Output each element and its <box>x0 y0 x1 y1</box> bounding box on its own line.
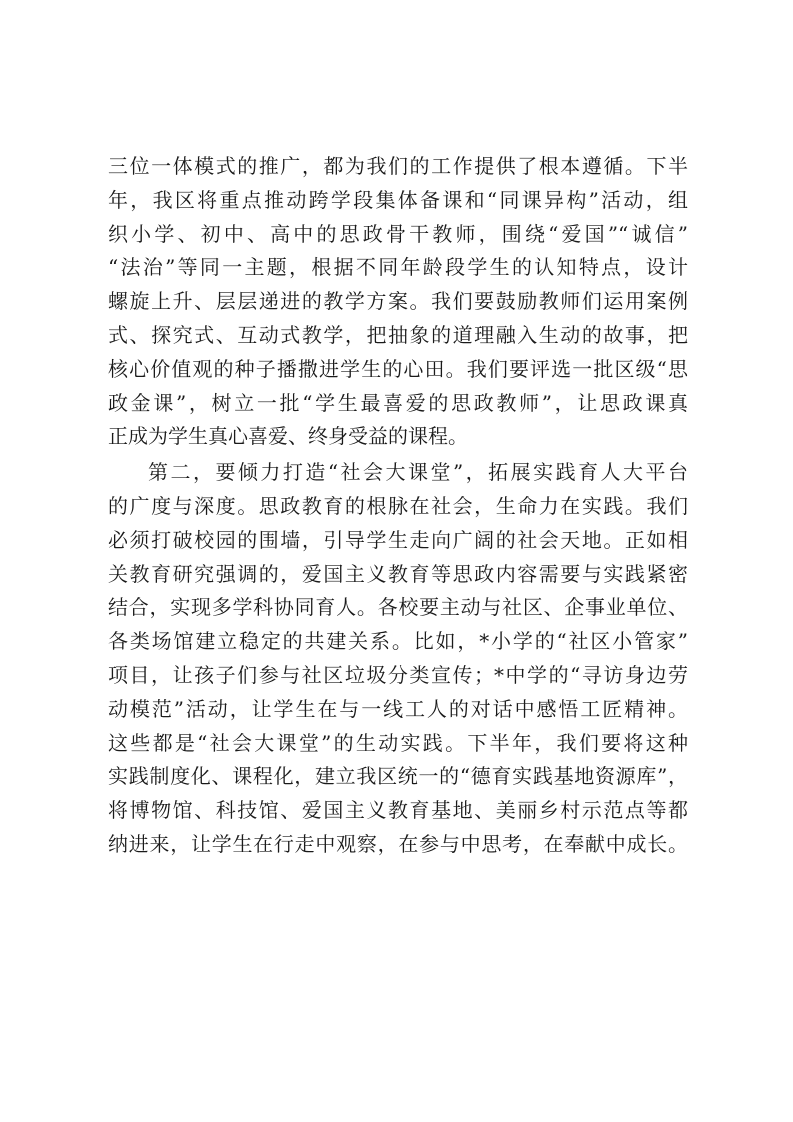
document-body <box>108 150 688 862</box>
text-line: 的广度与深度。思政教育的根脉在社会，生命力在实践。我们 <box>108 493 688 518</box>
text-line: 结合，实现多学科协同育人。各校要主动与社区、企事业单位、 <box>108 595 688 620</box>
text-line: 关教育研究强调的，爱国主义教育等思政内容需要与实践紧密 <box>108 561 688 586</box>
text-line: 第二，要倾力打造“社会大课堂”，拓展实践育人大平台 <box>148 460 688 485</box>
text-line: 必须打破校园的围墙，引导学生走向广阔的社会天地。正如相 <box>108 527 688 552</box>
text-line: 项目，让孩子们参与社区垃圾分类宣传；*中学的“寻访身边劳 <box>108 662 688 687</box>
text-line: 政金课”，树立一批“学生最喜爱的思政教师”，让思政课真 <box>108 390 688 415</box>
text-line: 核心价值观的种子播撒进学生的心田。我们要评选一批区级“思 <box>108 356 688 381</box>
text-line: 动模范”活动，让学生在与一线工人的对话中感悟工匠精神。 <box>108 696 688 721</box>
text-line: 正成为学生真心喜爱、终身受益的课程。 <box>108 424 468 449</box>
text-line: 实践制度化、课程化，建立我区统一的“德育实践基地资源库”， <box>108 764 688 789</box>
text-line: 年，我区将重点推动跨学段集体备课和“同课异构”活动，组 <box>108 187 688 212</box>
text-line: 螺旋上升、层层递进的教学方案。我们要鼓励教师们运用案例 <box>108 289 688 314</box>
text-line: 各类场馆建立稳定的共建关系。比如，*小学的“社区小管家” <box>108 629 688 654</box>
text-line: 纳进来，让学生在行走中观察，在参与中思考，在奉献中成长。 <box>108 831 688 856</box>
paragraph-1 <box>108 150 688 454</box>
text-line: 式、探究式、互动式教学，把抽象的道理融入生动的故事，把 <box>108 322 688 347</box>
paragraph-2 <box>108 456 688 862</box>
text-line: 三位一体模式的推广，都为我们的工作提供了根本遵循。下半 <box>108 154 688 178</box>
text-line: 织小学、初中、高中的思政骨干教师，围绕“爱国”“诚信” <box>108 221 688 246</box>
text-line: “法治”等同一主题，根据不同年龄段学生的认知特点，设计 <box>108 255 688 280</box>
text-line: 将博物馆、科技馆、爱国主义教育基地、美丽乡村示范点等都 <box>108 798 688 823</box>
text-line: 这些都是“社会大课堂”的生动实践。下半年，我们要将这种 <box>108 730 688 755</box>
